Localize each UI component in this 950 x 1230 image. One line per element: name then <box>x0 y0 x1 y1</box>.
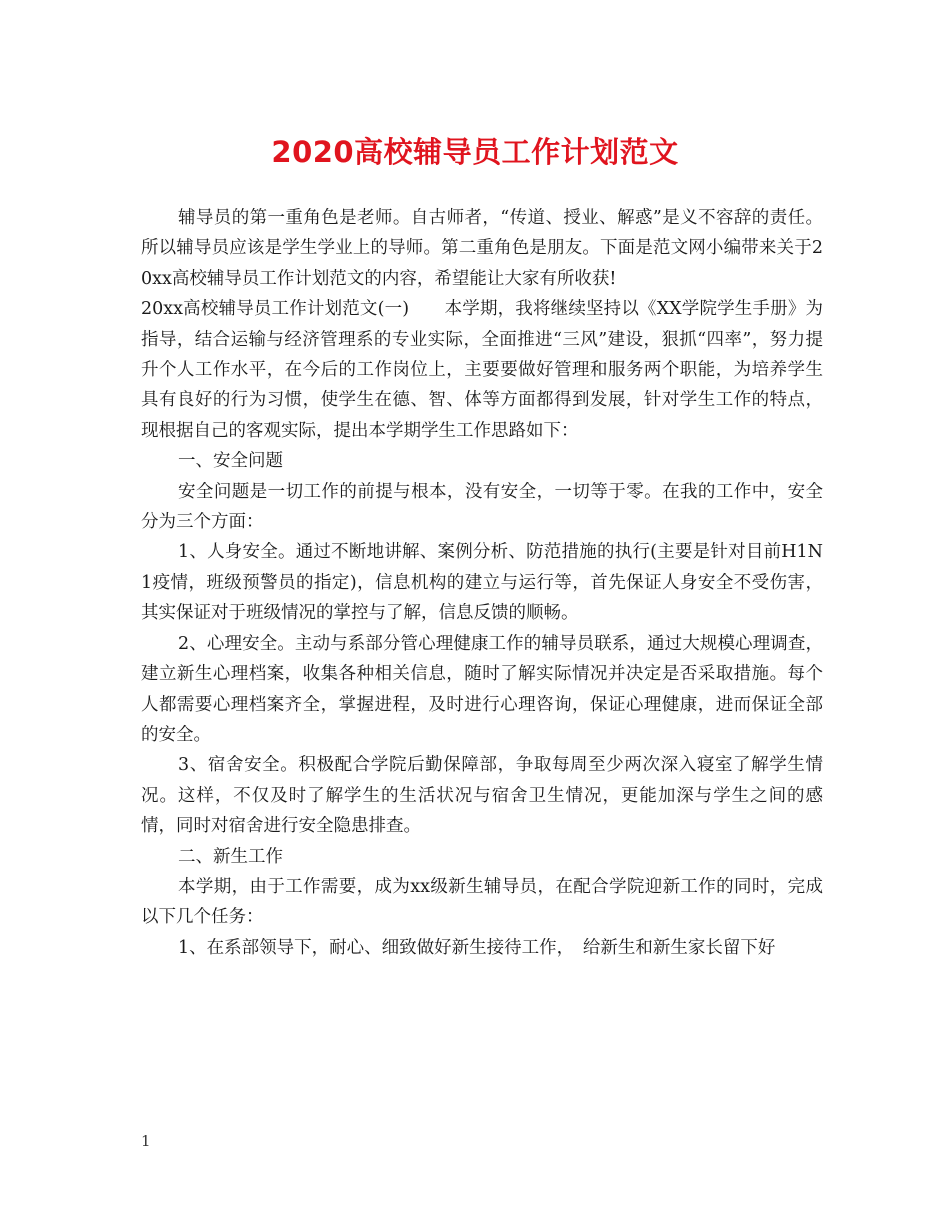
document-body <box>141 203 823 963</box>
paragraph-safety-overview: 安全问题是一切工作的前提与根本，没有安全，一切等于零。在我的工作中，安全分为三个方面： <box>141 481 823 533</box>
paragraph-new-students-overview: 本学期，由于工作需要，成为xx级新生辅导员，在配合学院迎新工作的同时，完成以下几个任务： <box>141 876 823 928</box>
paragraph-personal-safety: 1、人身安全。通过不断地讲解、案例分析、防范措施的执行(主要是针对目前H1N1疫情，班级预警员的指定)，信息机构的建立与运行等，首先保证人身安全不受伤害，其实保证对于班级情况的掌控与了解，信息反馈的顺畅。 <box>141 542 823 624</box>
page-number: 1 <box>141 1132 151 1150</box>
paragraph-plan-one: 20xx高校辅导员工作计划范文(一) 本学期，我将继续坚持以《XX学院学生手册》为指导，结合运输与经济管理系的专业实际，全面推进“三风”建设，狠抓“四率”，努力提升个人工作水平，在今后的工作岗位上，主要要做好管理和服务两个职能，为培养学生具有良好的行为习惯，使学生在德、智、体等方面都得到发展，针对学生工作的特点，现根据自己的客观实际，提出本学期学生工作思路如下： <box>141 299 823 441</box>
section-heading-safety: 一、安全问题 <box>178 451 283 472</box>
paragraph-intro: 辅导员的第一重角色是老师。自古师者，“传道、授业、解惑”是义不容辞的责任。所以辅导员应该是学生学业上的导师。第二重角色是朋友。下面是范文网小编带来关于20xx高校辅导员工作计划范文的内容，希望能让大家有所收获! <box>141 208 823 289</box>
section-heading-new-students: 二、新生工作 <box>178 846 283 867</box>
document-title: 2020高校辅导员工作计划范文 <box>271 135 679 169</box>
paragraph-dorm-safety: 3、宿舍安全。积极配合学院后勤保障部，争取每周至少两次深入寝室了解学生情况。这样，不仅及时了解学生的生活状况与宿舍卫生情况，更能加深与学生之间的感情，同时对宿舍进行安全隐患排查。 <box>141 755 823 837</box>
paragraph-mental-safety: 2、心理安全。主动与系部分管心理健康工作的辅导员联系，通过大规模心理调查，建立新生心理档案，收集各种相关信息，随时了解实际情况并决定是否采取措施。每个人都需要心理档案齐全，掌握进程，及时进行心理咨询，保证心理健康，进而保证全部的安全。 <box>141 633 823 745</box>
paragraph-reception: 1、在系部领导下，耐心、细致做好新生接待工作， 给新生和新生家长留下好 <box>178 937 776 958</box>
